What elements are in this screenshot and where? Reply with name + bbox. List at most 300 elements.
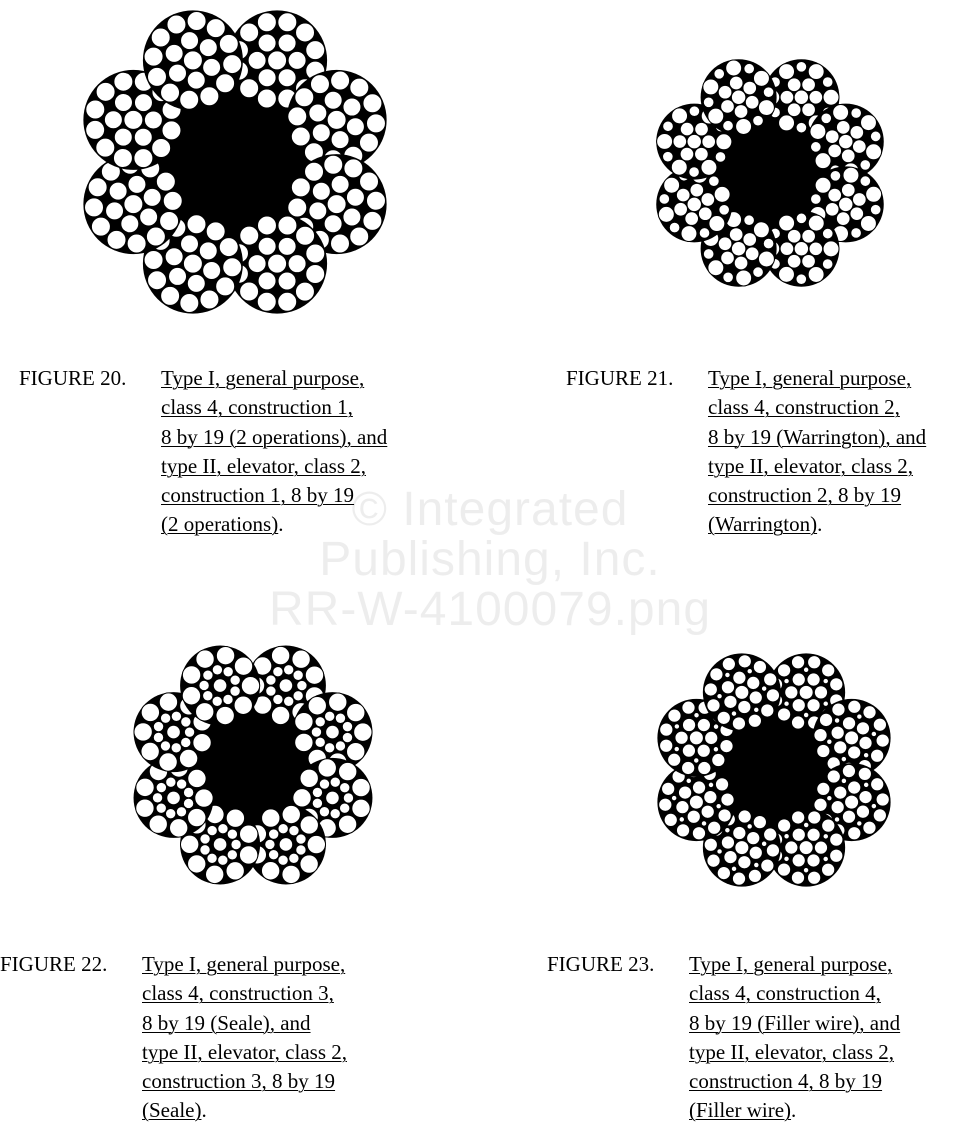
- wire: [248, 255, 266, 273]
- wire: [817, 744, 830, 757]
- wire: [828, 144, 842, 158]
- wire: [230, 675, 240, 685]
- wire: [183, 51, 202, 70]
- wire: [673, 135, 687, 149]
- wire: [160, 741, 170, 751]
- wire: [160, 211, 179, 230]
- wire: [258, 272, 276, 290]
- wire: [96, 138, 115, 157]
- wire: [335, 713, 345, 723]
- wire: [747, 668, 752, 673]
- wire: [326, 725, 340, 739]
- wire: [311, 727, 321, 737]
- wire: [825, 130, 839, 144]
- wire: [295, 88, 314, 107]
- wire: [223, 667, 233, 677]
- wire: [278, 69, 296, 87]
- figure-23-rope-cross-section: [647, 643, 902, 897]
- wire: [834, 817, 839, 822]
- wire: [674, 202, 688, 216]
- figure-21-line-3: 8 by 19 (Warrington), and: [708, 424, 927, 449]
- wire: [160, 713, 170, 723]
- wire: [165, 808, 175, 818]
- wire: [350, 78, 369, 97]
- wire: [278, 292, 297, 311]
- wire: [822, 259, 833, 270]
- wire: [203, 670, 213, 680]
- wire: [339, 803, 349, 813]
- wire: [324, 215, 342, 233]
- wire: [703, 249, 714, 260]
- wire: [359, 133, 378, 152]
- wire: [271, 706, 289, 724]
- wire: [839, 134, 853, 148]
- wire: [703, 97, 714, 108]
- wire: [227, 850, 237, 860]
- wire: [794, 90, 808, 104]
- wire: [216, 706, 234, 724]
- wire: [815, 153, 831, 169]
- wire: [848, 746, 861, 759]
- wire: [230, 686, 240, 696]
- wire: [823, 89, 839, 105]
- wire: [825, 202, 839, 216]
- wire: [188, 769, 206, 787]
- wire: [248, 51, 266, 69]
- wire: [330, 777, 340, 787]
- wire: [106, 202, 124, 220]
- wire: [687, 810, 700, 823]
- wire: [148, 67, 167, 86]
- wire: [753, 222, 769, 238]
- wire: [758, 100, 774, 116]
- wire: [704, 838, 717, 851]
- wire: [721, 793, 734, 806]
- wire: [669, 222, 680, 233]
- wire: [200, 845, 210, 855]
- wire: [834, 741, 847, 754]
- wire: [876, 734, 889, 747]
- wire: [863, 706, 876, 719]
- wire: [743, 233, 757, 247]
- figure-22-period: .: [201, 1098, 207, 1123]
- wire: [766, 689, 779, 702]
- wire: [257, 89, 276, 108]
- wire: [296, 834, 306, 844]
- wire: [206, 865, 224, 883]
- wire: [726, 60, 742, 76]
- wire: [761, 841, 766, 846]
- wire: [331, 71, 350, 90]
- wire: [822, 664, 835, 677]
- wire: [200, 87, 219, 106]
- wire: [288, 51, 306, 69]
- wire: [679, 817, 684, 822]
- wire: [279, 679, 293, 693]
- wire: [343, 208, 361, 226]
- wire: [697, 718, 710, 731]
- wire: [809, 90, 823, 104]
- figure-22-number: FIGURE 22.: [0, 952, 108, 976]
- wire: [822, 77, 833, 88]
- wire: [289, 853, 299, 863]
- wire: [266, 675, 276, 685]
- wire: [687, 197, 701, 211]
- figure-21-line-4: type II, elevator, class 2,: [708, 453, 913, 478]
- wire: [702, 135, 716, 149]
- wire: [354, 723, 372, 741]
- wire: [807, 699, 820, 712]
- wire: [86, 120, 105, 139]
- wire: [787, 78, 801, 92]
- wire: [231, 839, 241, 849]
- wire: [283, 665, 293, 675]
- wire: [91, 217, 110, 236]
- wire: [803, 667, 808, 672]
- figure-23-line-5: construction 4, 8 by 19: [689, 1069, 883, 1094]
- wire: [258, 34, 276, 52]
- wire: [315, 717, 325, 727]
- wire: [799, 841, 813, 855]
- wire: [724, 850, 737, 863]
- wire: [156, 172, 175, 191]
- wire: [305, 666, 323, 684]
- wire: [753, 267, 764, 278]
- wire: [729, 76, 743, 90]
- wire: [196, 703, 214, 721]
- wire: [712, 753, 725, 766]
- wire: [832, 703, 845, 716]
- wire: [307, 835, 325, 853]
- wire: [152, 793, 162, 803]
- wire: [183, 798, 193, 808]
- wire: [802, 103, 816, 117]
- wire: [724, 695, 737, 708]
- wire: [271, 646, 289, 664]
- wire: [331, 131, 349, 149]
- wire: [180, 90, 199, 109]
- wire: [167, 15, 186, 34]
- wire: [180, 835, 198, 853]
- wire: [342, 721, 352, 731]
- wire: [134, 128, 152, 146]
- wire: [329, 693, 347, 711]
- wire: [136, 778, 154, 796]
- wire: [330, 808, 340, 818]
- wire: [136, 799, 154, 817]
- figure-23-line-1: Type I, general purpose,: [689, 952, 893, 976]
- wire: [293, 670, 303, 680]
- wire: [735, 685, 749, 699]
- wire: [753, 815, 766, 828]
- wire: [141, 742, 159, 760]
- wire: [144, 47, 163, 66]
- wire: [827, 739, 832, 744]
- watermark-line-3: RR-W-4100079.png: [268, 583, 712, 636]
- wire: [715, 152, 726, 163]
- wire: [857, 821, 862, 826]
- wire: [807, 854, 820, 867]
- wire: [784, 678, 789, 683]
- wire: [690, 183, 704, 197]
- wire: [324, 711, 334, 721]
- wire: [223, 694, 233, 704]
- wire: [766, 844, 779, 857]
- wire: [779, 115, 795, 131]
- wire: [312, 124, 330, 142]
- wire: [823, 701, 828, 706]
- wire: [779, 215, 795, 231]
- wire: [753, 70, 769, 86]
- wire: [823, 678, 828, 683]
- wire: [861, 115, 877, 131]
- wire: [689, 167, 700, 178]
- wire: [240, 282, 259, 301]
- wire: [713, 724, 718, 729]
- wire: [817, 782, 830, 795]
- wire: [216, 74, 235, 93]
- wire: [785, 686, 798, 699]
- wire: [289, 825, 299, 835]
- wire: [808, 266, 824, 282]
- wire: [343, 98, 361, 116]
- wire: [668, 753, 681, 766]
- wire: [734, 256, 748, 270]
- wire: [731, 90, 745, 104]
- wire: [753, 115, 764, 126]
- wire: [871, 731, 876, 736]
- wire: [732, 717, 745, 730]
- wire: [787, 103, 801, 117]
- wire: [791, 656, 804, 669]
- figure-23-line-3: 8 by 19 (Filler wire), and: [689, 1010, 901, 1035]
- wire: [873, 809, 886, 822]
- wire: [747, 824, 752, 829]
- wire: [716, 803, 721, 808]
- wire: [848, 700, 861, 713]
- wire: [830, 849, 843, 862]
- wire: [216, 277, 235, 296]
- figure-20-period: .: [278, 512, 284, 537]
- wire: [179, 749, 197, 767]
- wire: [863, 782, 868, 787]
- wire: [718, 85, 732, 99]
- wire: [703, 79, 719, 95]
- wire: [288, 255, 306, 273]
- wire: [346, 118, 364, 136]
- wire: [745, 247, 759, 261]
- wire: [659, 194, 670, 205]
- wire: [676, 824, 689, 837]
- wire: [777, 863, 790, 876]
- wire: [169, 64, 187, 82]
- wire: [366, 114, 385, 133]
- wire: [822, 819, 835, 832]
- figure-21-line-2: class 4, construction 2,: [708, 395, 900, 420]
- figure-20-line-5: construction 1, 8 by 19: [161, 483, 355, 508]
- wire: [705, 731, 718, 744]
- wire: [796, 122, 807, 133]
- wire: [234, 696, 252, 714]
- wire: [166, 777, 176, 787]
- wire: [360, 172, 379, 191]
- figure-21-rope-cross-section: [645, 48, 895, 298]
- wire: [754, 862, 759, 867]
- wire: [689, 795, 703, 809]
- wire: [718, 237, 732, 251]
- wire: [841, 183, 855, 197]
- wire: [156, 782, 166, 792]
- wire: [743, 81, 757, 95]
- wire: [692, 827, 705, 840]
- wire: [296, 226, 315, 245]
- wire: [814, 728, 827, 741]
- wire: [240, 226, 259, 245]
- wire: [811, 142, 822, 153]
- wire: [721, 100, 735, 114]
- wire: [731, 242, 745, 256]
- wire: [859, 736, 872, 749]
- wire: [300, 855, 318, 873]
- wire: [308, 697, 326, 715]
- wire: [161, 286, 180, 305]
- wire: [141, 703, 159, 721]
- wire: [258, 69, 276, 87]
- wire: [863, 752, 868, 757]
- wire: [714, 69, 725, 80]
- wire: [725, 827, 730, 832]
- wire: [723, 120, 734, 131]
- wire: [257, 292, 276, 311]
- wire: [113, 149, 132, 168]
- wire: [257, 216, 276, 235]
- figure-23-line-4: type II, elevator, class 2,: [689, 1039, 894, 1064]
- wire: [796, 62, 807, 73]
- wire: [223, 55, 242, 74]
- wire: [240, 23, 259, 42]
- wire: [761, 704, 774, 717]
- wire: [363, 211, 382, 230]
- wire: [319, 807, 329, 817]
- wire: [342, 732, 352, 742]
- wire: [234, 657, 252, 675]
- wire: [719, 204, 730, 215]
- wire: [830, 170, 841, 181]
- wire: [830, 678, 843, 691]
- wire: [331, 175, 349, 193]
- wire: [324, 91, 342, 109]
- wire: [810, 123, 826, 139]
- wire: [219, 34, 238, 53]
- wire: [306, 244, 325, 263]
- wire: [709, 176, 720, 187]
- wire: [857, 714, 862, 719]
- wire: [860, 176, 871, 187]
- figure-22-rope-cross-section: [122, 637, 384, 893]
- wire: [811, 194, 822, 205]
- figure-21-line-6: (Warrington): [708, 512, 818, 537]
- wire: [672, 108, 688, 124]
- wire: [124, 110, 143, 129]
- wire: [803, 868, 808, 873]
- wire: [156, 803, 166, 813]
- wire: [188, 808, 206, 826]
- figure-21-line-5: construction 2, 8 by 19: [708, 483, 902, 508]
- wire: [701, 805, 714, 818]
- wire: [664, 813, 677, 826]
- wire: [761, 859, 774, 872]
- wire: [257, 13, 276, 32]
- wire: [266, 686, 276, 696]
- wire: [268, 51, 287, 70]
- wire: [346, 188, 364, 206]
- wire: [748, 869, 761, 882]
- wire: [710, 668, 723, 681]
- wire: [165, 248, 183, 266]
- wire: [283, 696, 293, 706]
- wire: [663, 121, 674, 132]
- wire: [226, 862, 244, 880]
- wire: [780, 242, 794, 256]
- wire: [114, 128, 132, 146]
- wire: [718, 809, 731, 822]
- wire: [717, 693, 722, 698]
- wire: [134, 723, 152, 741]
- wire: [842, 810, 855, 823]
- wire: [708, 108, 724, 124]
- wire: [312, 182, 330, 200]
- wire: [695, 147, 709, 161]
- wire: [845, 795, 859, 809]
- wire: [792, 673, 805, 686]
- wire: [153, 732, 163, 742]
- wire: [309, 202, 327, 220]
- figure-21-number: FIGURE 21.: [566, 366, 674, 390]
- wire: [803, 712, 808, 717]
- wire: [701, 193, 715, 207]
- wire: [293, 691, 303, 701]
- wire: [704, 791, 717, 804]
- wire: [668, 709, 681, 722]
- wire: [802, 254, 816, 268]
- wire: [787, 254, 801, 268]
- wire: [753, 660, 766, 673]
- wire: [199, 39, 217, 57]
- wire: [808, 656, 821, 669]
- wire: [821, 113, 832, 124]
- figure-23-number: FIGURE 23.: [547, 952, 655, 976]
- wire: [763, 87, 774, 98]
- wire: [326, 791, 340, 805]
- wire: [219, 238, 238, 257]
- wire: [181, 737, 191, 747]
- wire: [764, 673, 777, 686]
- figure-23-period: .: [791, 1098, 797, 1123]
- wire: [777, 664, 790, 677]
- wire: [152, 138, 171, 157]
- wire: [226, 809, 244, 827]
- wire: [697, 744, 710, 757]
- wire: [733, 826, 746, 839]
- wire: [88, 178, 107, 197]
- figure-23-line-6: (Filler wire): [689, 1098, 792, 1123]
- wire: [871, 749, 884, 762]
- wire: [778, 819, 791, 832]
- wire: [182, 687, 200, 705]
- wire: [282, 865, 300, 883]
- wire: [213, 679, 227, 693]
- wire: [165, 44, 183, 62]
